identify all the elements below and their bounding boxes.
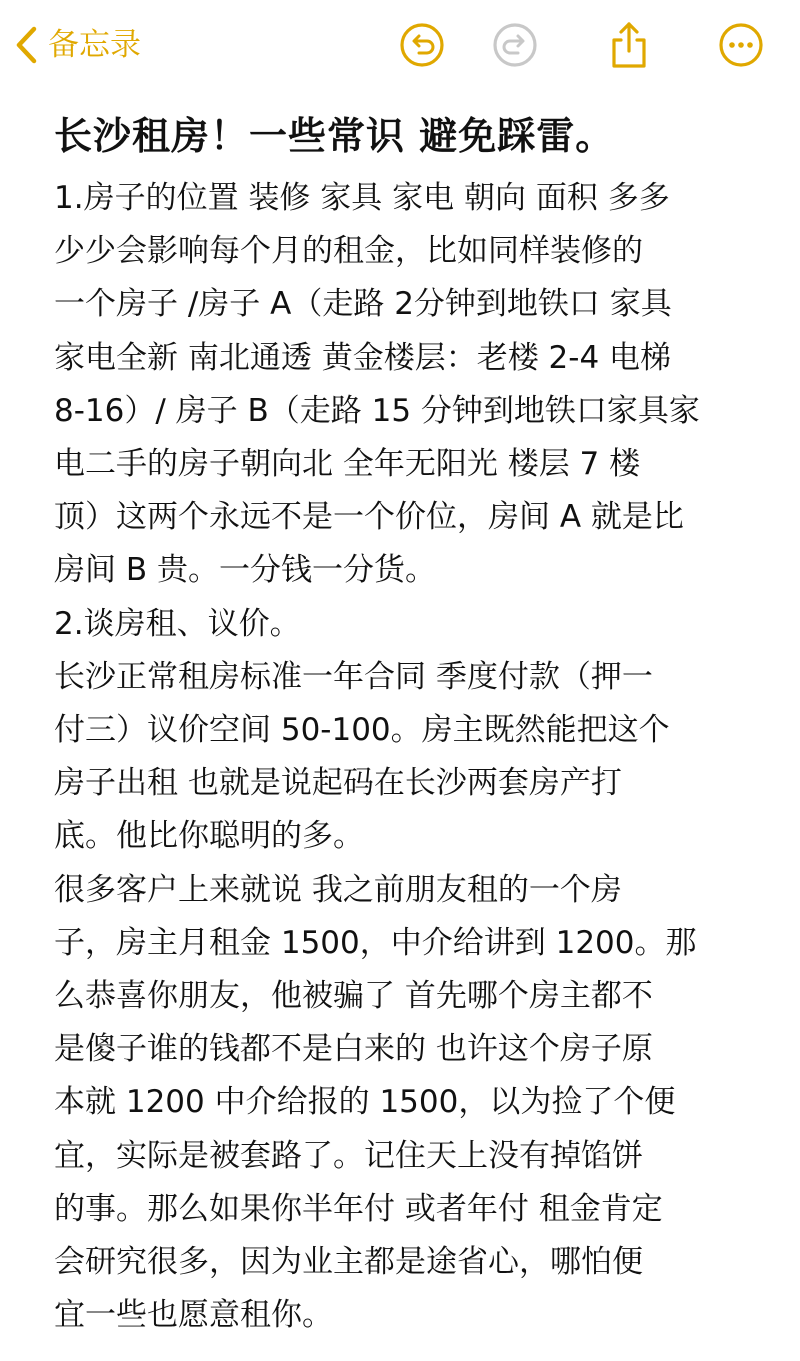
back-button-label: 备忘录 — [48, 27, 141, 63]
note-line[interactable]: 会研究很多，因为业主都是途省心，哪怕便 — [54, 1244, 643, 1281]
undo-icon — [399, 22, 445, 68]
note-body[interactable] — [54, 172, 754, 1342]
note-line[interactable]: 底。他比你聪明的多。 — [54, 818, 364, 855]
navigation-toolbar — [0, 0, 800, 92]
note-line[interactable]: 顶）这两个永远不是一个价位，房间 A 就是比 — [54, 499, 684, 536]
redo-button[interactable] — [492, 22, 538, 68]
share-button[interactable] — [606, 22, 652, 68]
note-line[interactable]: 一个房子 /房子 A（走路 2分钟到地铁口 家具 — [54, 286, 672, 323]
share-icon — [606, 20, 652, 70]
note-line[interactable]: 付三）议价空间 50-100。房主既然能把这个 — [54, 712, 670, 749]
note-line[interactable]: 电二手的房子朝向北 全年无阳光 楼层 7 楼 — [54, 446, 641, 483]
note-line[interactable]: 宜一些也愿意租你。 — [54, 1297, 333, 1334]
note-line[interactable]: 的事。那么如果你半年付 或者年付 租金肯定 — [54, 1190, 663, 1227]
more-icon — [718, 22, 764, 68]
note-line[interactable]: 是傻子谁的钱都不是白来的 也许这个房子原 — [54, 1031, 653, 1068]
note-line[interactable]: 么恭喜你朋友，他被骗了 首先哪个房主都不 — [54, 978, 653, 1015]
note-editor[interactable] — [54, 100, 754, 1342]
note-title[interactable]: 长沙租房！一些常识 避免踩雷。 — [54, 114, 615, 158]
chevron-left-icon — [14, 25, 38, 65]
note-line[interactable]: 少少会影响每个月的租金，比如同样装修的 — [54, 233, 643, 270]
note-line[interactable]: 本就 1200 中介给报的 1500，以为捡了个便 — [54, 1084, 676, 1121]
note-line[interactable]: 子，房主月租金 1500，中介给讲到 1200。那 — [54, 924, 697, 961]
undo-button[interactable] — [399, 22, 445, 68]
note-line[interactable]: 长沙正常租房标准一年合同 季度付款（押一 — [54, 658, 653, 695]
redo-icon — [492, 22, 538, 68]
back-button[interactable] — [14, 22, 141, 68]
note-line[interactable]: 2.谈房租、议价。 — [54, 605, 301, 642]
note-line[interactable]: 宜，实际是被套路了。记住天上没有掉馅饼 — [54, 1137, 643, 1174]
more-button[interactable] — [718, 22, 764, 68]
note-line[interactable]: 房间 B 贵。一分钱一分货。 — [54, 552, 436, 589]
note-line[interactable]: 8-16）/ 房子 B（走路 15 分钟到地铁口家具家 — [54, 392, 700, 429]
note-line[interactable]: 很多客户上来就说 我之前朋友租的一个房 — [54, 871, 622, 908]
note-line[interactable]: 1.房子的位置 装修 家具 家电 朝向 面积 多多 — [54, 180, 670, 216]
note-line[interactable]: 家电全新 南北通透 黄金楼层：老楼 2-4 电梯 — [54, 339, 672, 376]
note-line[interactable]: 房子出租 也就是说起码在长沙两套房产打 — [54, 765, 622, 802]
